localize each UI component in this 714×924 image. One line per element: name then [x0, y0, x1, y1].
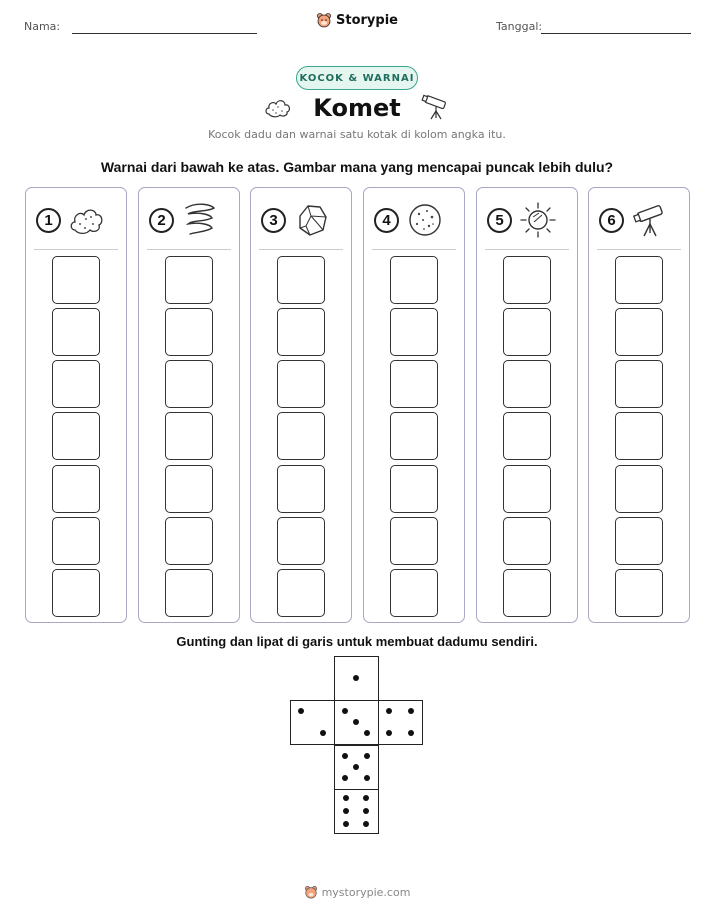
activity-badge: KOCOK & WARNAI — [296, 66, 418, 90]
die-pip — [386, 730, 392, 736]
color-box[interactable] — [615, 517, 663, 565]
die-pip — [363, 808, 369, 814]
column-divider — [485, 249, 569, 250]
color-box[interactable] — [503, 308, 551, 356]
color-box[interactable] — [390, 308, 438, 356]
die-pip — [320, 730, 326, 736]
color-box[interactable] — [390, 360, 438, 408]
color-box[interactable] — [277, 256, 325, 304]
name-label: Nama: — [24, 20, 61, 33]
color-box[interactable] — [52, 360, 100, 408]
die-face-2 — [290, 700, 335, 745]
color-box[interactable] — [165, 569, 213, 617]
title-row — [0, 92, 714, 124]
die-pip — [298, 708, 304, 714]
color-box[interactable] — [390, 465, 438, 513]
color-box[interactable] — [52, 465, 100, 513]
column-header — [36, 200, 120, 240]
column-number: 5 — [487, 208, 512, 233]
color-box[interactable] — [165, 412, 213, 460]
die-face-1 — [334, 656, 379, 701]
color-box[interactable] — [390, 517, 438, 565]
die-pip — [386, 708, 392, 714]
color-box[interactable] — [277, 412, 325, 460]
column-header — [487, 200, 571, 240]
color-box[interactable] — [615, 412, 663, 460]
die-pip — [343, 808, 349, 814]
subtitle: Kocok dadu dan warnai satu kotak di kolom angka itu. — [208, 128, 506, 141]
name-line — [72, 33, 257, 34]
color-box[interactable] — [277, 308, 325, 356]
color-box[interactable] — [277, 360, 325, 408]
die-pip — [343, 821, 349, 827]
color-box[interactable] — [390, 569, 438, 617]
color-box[interactable] — [503, 517, 551, 565]
color-box[interactable] — [165, 308, 213, 356]
color-box[interactable] — [615, 465, 663, 513]
color-box[interactable] — [165, 517, 213, 565]
die-pip — [353, 675, 359, 681]
column-divider — [147, 249, 231, 250]
die-pip — [353, 719, 359, 725]
die-pip — [363, 821, 369, 827]
column-divider — [597, 249, 681, 250]
comet-tail-icon — [180, 200, 220, 240]
die-pip — [343, 795, 349, 801]
color-box[interactable] — [503, 256, 551, 304]
color-box[interactable] — [52, 412, 100, 460]
footer-url: mystorypie.com — [321, 885, 411, 899]
die-pip — [408, 708, 414, 714]
die-pip — [342, 775, 348, 781]
column-3 — [250, 187, 352, 623]
die-face-5 — [334, 745, 379, 790]
column-1 — [25, 187, 127, 623]
die-pip — [408, 730, 414, 736]
column-number: 6 — [599, 208, 624, 233]
column-divider — [372, 249, 456, 250]
column-divider — [259, 249, 343, 250]
column-header — [599, 200, 683, 240]
column-6 — [588, 187, 690, 623]
bear-logo-icon — [304, 885, 318, 899]
color-box[interactable] — [503, 360, 551, 408]
date-line — [541, 33, 691, 34]
telescope-icon — [630, 200, 670, 240]
brand — [0, 12, 714, 32]
date-label: Tanggal: — [496, 20, 543, 33]
footer — [0, 884, 714, 903]
color-box[interactable] — [615, 308, 663, 356]
asteroid-icon — [405, 200, 445, 240]
sun-icon — [518, 200, 558, 240]
column-number: 4 — [374, 208, 399, 233]
color-box[interactable] — [390, 256, 438, 304]
die-pip — [363, 795, 369, 801]
color-box[interactable] — [277, 465, 325, 513]
bear-logo-icon — [316, 12, 332, 28]
column-divider — [34, 249, 118, 250]
die-pip — [342, 753, 348, 759]
page-title: Komet — [313, 94, 401, 122]
die-pip — [364, 730, 370, 736]
color-box[interactable] — [503, 465, 551, 513]
color-box[interactable] — [390, 412, 438, 460]
color-box[interactable] — [52, 517, 100, 565]
column-4 — [363, 187, 465, 623]
instruction: Warnai dari bawah ke atas. Gambar mana yang mencapai puncak lebih dulu? — [100, 159, 614, 175]
column-header — [261, 200, 345, 240]
color-box[interactable] — [615, 569, 663, 617]
color-box[interactable] — [52, 569, 100, 617]
color-box[interactable] — [503, 569, 551, 617]
color-box[interactable] — [615, 360, 663, 408]
column-header — [374, 200, 458, 240]
die-pip — [353, 764, 359, 770]
column-5 — [476, 187, 578, 623]
die-face-3 — [334, 700, 379, 745]
column-number: 1 — [36, 208, 61, 233]
rock-icon — [292, 200, 332, 240]
color-box[interactable] — [165, 256, 213, 304]
color-box[interactable] — [52, 308, 100, 356]
color-box[interactable] — [503, 412, 551, 460]
color-box[interactable] — [277, 517, 325, 565]
column-2 — [138, 187, 240, 623]
column-header — [149, 200, 233, 240]
color-box[interactable] — [52, 256, 100, 304]
color-box[interactable] — [165, 465, 213, 513]
color-box[interactable] — [277, 569, 325, 617]
die-pip — [364, 775, 370, 781]
color-box[interactable] — [615, 256, 663, 304]
die-face-4 — [378, 700, 423, 745]
telescope-icon — [421, 93, 451, 123]
cut-instruction: Gunting dan lipat di garis untuk membuat dadumu sendiri. — [176, 634, 538, 649]
color-box[interactable] — [165, 360, 213, 408]
brand-name: Storypie — [336, 12, 398, 28]
dust-cloud-icon — [263, 96, 293, 120]
die-pip — [342, 708, 348, 714]
die-face-6 — [334, 789, 379, 834]
column-number: 2 — [149, 208, 174, 233]
die-pip — [364, 753, 370, 759]
column-number: 3 — [261, 208, 286, 233]
dust-cloud-icon — [67, 200, 107, 240]
